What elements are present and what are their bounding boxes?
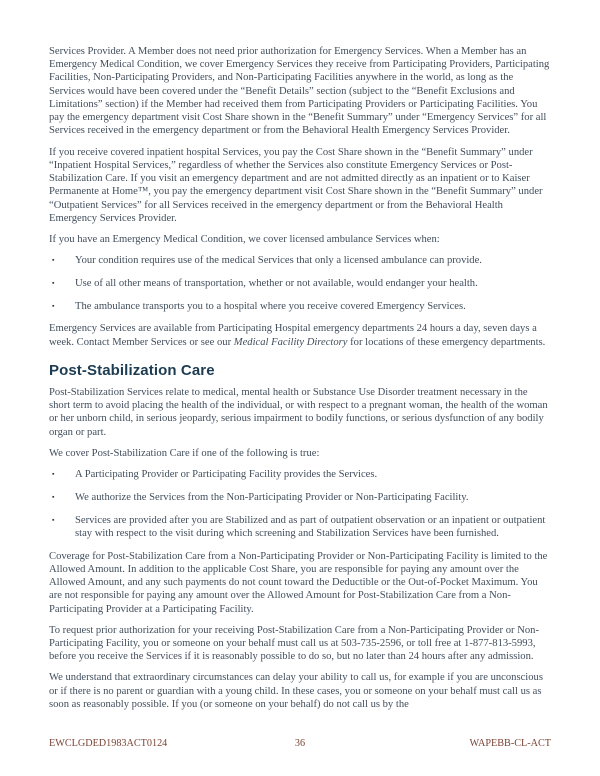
list-item-text: We authorize the Services from the Non-Participating Provider or Non-Participating Facility. — [75, 491, 469, 503]
list-item — [49, 514, 551, 540]
text-run: for locations of these emergency departments. — [347, 336, 546, 348]
page-footer — [49, 738, 551, 752]
text-run: Emergency Services are available from Participating Hospital emergency departments 24 hours a day, seven days a week. Contact Member Services or see our — [49, 323, 537, 348]
list-item — [49, 254, 551, 267]
list-item-text: Your condition requires use of the medical Services that only a licensed ambulance can provide. — [75, 255, 482, 267]
bullet-square-icon: ▪ — [52, 515, 55, 524]
list-item — [49, 491, 551, 504]
paragraph: Services Provider. A Member does not need prior authorization for Emergency Services. When a Member has an Emergency Medical Condition, we cover Emergency Services they receive from Participating Providers, Participating Facilities, Non-Participating Providers, and Non-Participating Facilities anywhere in the world, as long as the Services would have been covered under the “Benefit Details” section (subject to the “Benefit Exclusions and Limitations” section) if the Member had received them from Participating Providers or Participating Facilities. You pay the emergency department visit Cost Share shown in the “Benefit Summary” under “Emergency Services” for all Services received in the emergency department or from the Behavioral Health Emergency Services Provider. — [49, 46, 550, 137]
bullet-square-icon: ▪ — [52, 279, 55, 288]
bullet-square-icon: ▪ — [52, 470, 55, 479]
paragraph: To request prior authorization for your receiving Post-Stabilization Care from a Non-Participating Provider or Non-Participating Facility, you or someone on your behalf must call us at 503-735-2596, or toll free at 1-877-813-5993, before you receive the Services if it is reasonably possible to do so, but no later than 24 hours after any admission. — [49, 624, 539, 663]
list-item-text: A Participating Provider or Participating Facility provides the Services. — [75, 469, 378, 481]
footer-page-number: 36 — [294, 738, 306, 749]
section-heading: Post-Stabilization Care — [49, 361, 215, 379]
list-item — [49, 277, 551, 290]
paragraph: If you receive covered inpatient hospital Services, you pay the Cost Share shown in the “Benefit Summary” under “Inpatient Hospital Services,” regardless of whether the Services also constitute Emergency Services or Post-Stabilization Care. If you visit an emergency department and are not admitted directly as an inpatient or to Kaiser Permanente at Home™, you pay the emergency department visit Cost Share shown in the “Benefit Summary” under “Outpatient Services” for all Services received in the emergency department or from the Behavioral Health Emergency Services Provider. — [49, 146, 543, 224]
paragraph: We understand that extraordinary circumstances can delay your ability to call us, for example if you are unconscious or if there is no parent or guardian with a young child. In these cases, you or someone on your behalf must call us as soon as reasonably possible. If you (or someone on your behalf) do not call us by the — [49, 672, 543, 710]
footer-document-code: EWCLGDED1983ACT0124 — [49, 738, 168, 749]
footer-plan-code: WAPEBB-CL-ACT — [469, 738, 551, 749]
italic-text: Medical Facility Directory — [233, 336, 348, 348]
document-body — [49, 45, 551, 711]
list-item — [49, 300, 551, 313]
bullet-square-icon: ▪ — [52, 492, 55, 501]
list-item-text: Services are provided after you are Stabilized and as part of outpatient observation or an inpatient or outpatient stay with respect to the visit during which screening and Stabilization Services have been furnished. — [75, 514, 546, 539]
paragraph: Post-Stabilization Services relate to medical, mental health or Substance Use Disorder treatment necessary in the short term to avoid placing the health of the individual, or with respect to a pregnant woman, the health of the woman or her unborn child, in serious jeopardy, serious impairment to bodily functions, or serious dysfunction of any bodily organ or part. — [49, 386, 548, 438]
bullet-square-icon: ▪ — [52, 301, 55, 310]
bullet-square-icon: ▪ — [52, 256, 55, 265]
list-item-text: Use of all other means of transportation, whether or not available, would endanger your health. — [75, 278, 478, 290]
paragraph: Coverage for Post-Stabilization Care from a Non-Participating Provider or Non-Participating Facility is limited to the Allowed Amount. In addition to the applicable Cost Share, you are responsible for paying any amount over the Allowed Amount, and any such payments do not count toward the Deductible or the Out-of-Pocket Maximum. You are not responsible for paying any amount over the Allowed Amount for Post-Stabilization Care from a Non-Participating Provider at a Participating Facility. — [49, 550, 548, 615]
list-item — [49, 468, 551, 481]
paragraph: If you have an Emergency Medical Condition, we cover licensed ambulance Services when: — [49, 234, 440, 246]
paragraph — [49, 322, 551, 348]
paragraph: We cover Post-Stabilization Care if one of the following is true: — [49, 447, 320, 459]
list-item-text: The ambulance transports you to a hospital where you receive covered Emergency Services. — [75, 300, 466, 312]
